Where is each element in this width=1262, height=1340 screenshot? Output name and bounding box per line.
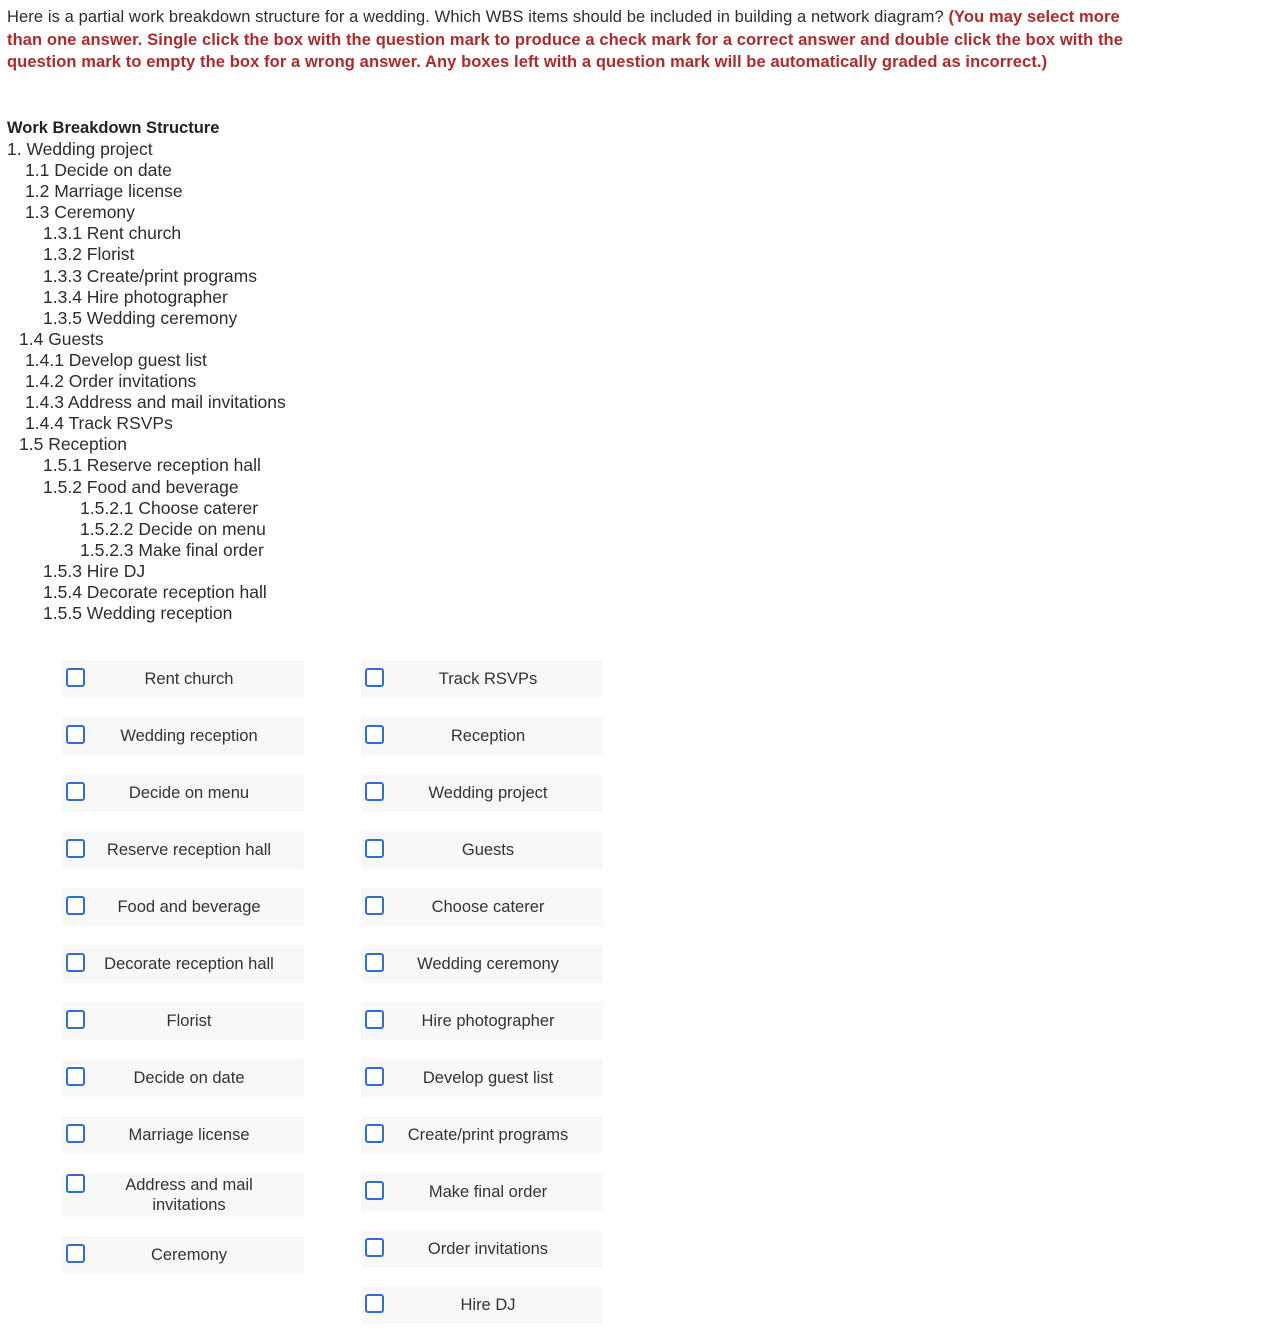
checkbox[interactable] [365,1067,384,1086]
wbs-item: 1.4.3 Address and mail invitations [25,392,286,413]
wbs-item: 1.5 Reception [19,434,127,455]
wbs-item: 1.5.4 Decorate reception hall [43,581,267,602]
choice-option[interactable] [62,888,304,926]
choice-option[interactable] [62,945,304,983]
wbs-item: 1.2 Marriage license [25,181,183,202]
choice-option[interactable] [361,945,603,983]
checkbox[interactable] [66,896,85,915]
checkbox[interactable] [365,782,384,801]
wbs-item: 1.5.5 Wedding reception [43,603,233,624]
wbs-item: 1.3.4 Hire photographer [43,286,228,307]
checkbox[interactable] [66,1244,85,1263]
choice-option[interactable] [62,831,304,869]
checkbox[interactable] [66,1067,85,1086]
choice-option[interactable] [62,1059,304,1097]
choice-option[interactable] [62,660,304,698]
question-instructions: (You may select more than one answer. Single click the box with the question mark to produce a check mark for a correct answer and double click the box with the question mark to empty the box for a wrong answer. Any boxes left with a question mark will be automatically graded as incorrect.) [7,8,1123,72]
question-text [7,6,1147,74]
choice-label: Rent church [144,670,234,688]
wbs-item: 1.3.2 Florist [43,244,135,265]
checkbox[interactable] [66,1124,85,1143]
choice-label: Ceremony [150,1246,228,1264]
choice-option[interactable] [361,888,603,926]
wbs-item: 1.1 Decide on date [25,160,172,181]
checkbox[interactable] [365,1238,384,1257]
choice-label: Decorate reception hall [104,955,274,973]
checkbox[interactable] [66,782,85,801]
checkbox[interactable] [66,953,85,972]
wbs-title: Work Breakdown Structure [7,119,220,137]
choice-option[interactable] [62,717,304,755]
wbs-item: 1.4 Guests [19,328,104,349]
choice-option[interactable] [62,1236,304,1274]
wbs-item: 1.4.1 Develop guest list [25,349,207,370]
choice-option[interactable] [361,1286,603,1324]
wbs-item: 1.5.2.1 Choose caterer [80,497,259,518]
checkbox[interactable] [365,668,384,687]
choice-label: Make final order [428,1183,548,1201]
choice-label: Order invitations [427,1240,549,1258]
wbs-outline [7,118,286,624]
choice-option[interactable] [62,1116,304,1154]
choice-option[interactable] [62,1173,304,1217]
wbs-item: 1.5.2.3 Make final order [80,539,264,560]
choice-option[interactable] [361,1002,603,1040]
checkbox[interactable] [365,1010,384,1029]
choice-option[interactable] [361,774,603,812]
choice-option[interactable] [361,717,603,755]
wbs-item: 1.5.3 Hire DJ [43,560,146,581]
wbs-item: 1.5.1 Reserve reception hall [43,455,261,476]
wbs-item: 1. Wedding project [7,139,153,159]
wbs-item: 1.5.2.2 Decide on menu [80,518,266,539]
choice-label: Create/print programs [407,1126,569,1144]
wbs-item: 1.3.1 Rent church [43,223,182,244]
choice-label: Reception [450,727,526,745]
choice-label: Food and beverage [117,898,261,916]
checkbox[interactable] [365,953,384,972]
checkbox[interactable] [66,839,85,858]
choice-label: Decide on menu [128,784,250,802]
checkbox[interactable] [365,896,384,915]
choice-label: Address and mail invitations [125,1176,253,1214]
choice-label: Hire photographer [421,1012,555,1030]
choice-label: Florist [166,1012,212,1030]
choice-label: Guests [461,841,515,859]
checkbox[interactable] [365,1181,384,1200]
choice-label: Develop guest list [422,1069,554,1087]
choice-option[interactable] [361,1116,603,1154]
wbs-item: 1.3.5 Wedding ceremony [43,307,238,328]
choice-label: Choose caterer [431,898,545,916]
choice-option[interactable] [361,1173,603,1211]
wbs-item: 1.5.2 Food and beverage [43,476,239,497]
choice-option[interactable] [361,1230,603,1268]
wbs-item: 1.3 Ceremony [25,202,135,223]
choice-option[interactable] [62,774,304,812]
checkbox[interactable] [365,1294,384,1313]
wbs-item: 1.4.2 Order invitations [25,371,197,392]
choice-label: Hire DJ [460,1296,516,1314]
wbs-item: 1.3.3 Create/print programs [43,265,257,286]
choice-label: Wedding reception [120,727,258,745]
checkbox[interactable] [66,1010,85,1029]
choice-label: Marriage license [128,1126,250,1144]
choice-label: Reserve reception hall [106,841,272,859]
checkbox[interactable] [365,725,384,744]
choice-label: Wedding ceremony [417,955,559,973]
checkbox[interactable] [365,839,384,858]
choice-option[interactable] [361,1059,603,1097]
choice-option[interactable] [361,660,603,698]
wbs-item: 1.4.4 Track RSVPs [25,413,173,434]
choice-option[interactable] [361,831,603,869]
choice-option[interactable] [62,1002,304,1040]
checkbox[interactable] [66,1174,85,1193]
question-prompt: Here is a partial work breakdown structure for a wedding. Which WBS items should be included in building a network diagram? [7,8,949,26]
choice-label: Decide on date [133,1069,245,1087]
choice-label: Wedding project [428,784,548,802]
choice-label: Track RSVPs [438,670,538,688]
checkbox[interactable] [365,1124,384,1143]
checkbox[interactable] [66,668,85,687]
checkbox[interactable] [66,725,85,744]
